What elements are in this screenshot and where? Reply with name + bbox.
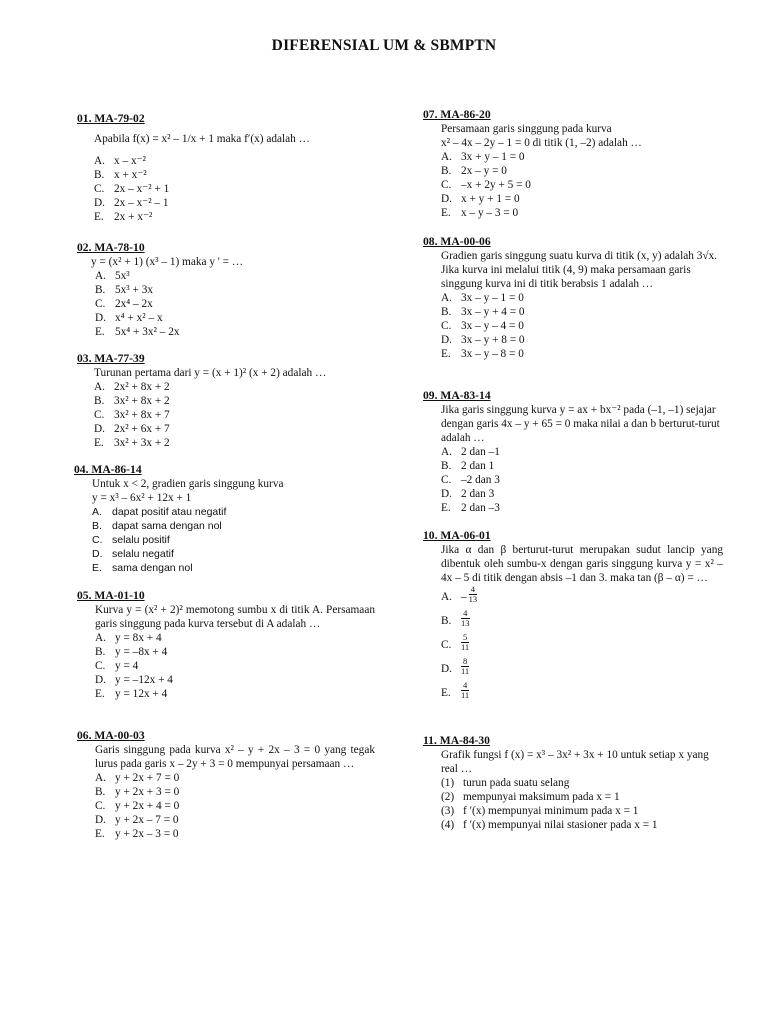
option-e: E. y + 2x – 3 = 0 xyxy=(95,828,179,840)
option-d: D. x + y + 1 = 0 xyxy=(441,193,520,205)
option-c: C. y + 2x + 4 = 0 xyxy=(95,800,180,812)
question-stem: Grafik fungsi f (x) = x³ – 3x² + 3x + 10 untuk setiap x yang real … xyxy=(441,749,709,775)
option-b: B. x + x⁻² xyxy=(94,169,147,181)
option-d: D. 3x – y + 8 = 0 xyxy=(441,334,525,346)
question-stem: Untuk x < 2, gradien garis singgung kurva xyxy=(92,478,284,490)
option-c: C. 3x – y – 4 = 0 xyxy=(441,320,524,332)
question-id: 10. MA-06-01 xyxy=(423,529,491,542)
option-d: D. 2 dan 3 xyxy=(441,488,495,500)
fraction: $\frac{4}{13}$ xyxy=(468,584,478,604)
option-e: E. 2 dan –3 xyxy=(441,502,500,514)
option-b: B. 5x³ + 3x xyxy=(95,284,154,296)
option-c: C. –2 dan 3 xyxy=(441,474,500,486)
question-id: 07. MA-86-20 xyxy=(423,108,491,121)
question-stem: Apabila f(x) = x² – 1/x + 1 maka f′(x) adalah … xyxy=(94,133,310,145)
option-a: A. 3x + y – 1 = 0 xyxy=(441,151,525,163)
option-3: (3) f ′(x) mempunyai minimum pada x = 1 xyxy=(441,805,639,817)
fraction: $\frac{5}{11}$ xyxy=(461,632,470,652)
option-e: E. 5x⁴ + 3x² – 2x xyxy=(95,326,180,338)
option-c: C. y = 4 xyxy=(95,660,139,672)
option-c: C. $\frac{5}{11}$ xyxy=(441,633,723,657)
option-e: E. x – y – 3 = 0 xyxy=(441,207,519,219)
option-b: B. 2 dan 1 xyxy=(441,460,495,472)
question-03 xyxy=(77,352,377,450)
question-id: 03. MA-77-39 xyxy=(77,352,145,365)
fraction: $\frac{8}{11}$ xyxy=(461,656,470,676)
option-e: E. 2x + x⁻² xyxy=(94,211,153,223)
question-05 xyxy=(77,589,377,701)
question-id: 02. MA-78-10 xyxy=(77,241,145,254)
question-id: 08. MA-00-06 xyxy=(423,235,491,248)
option-a: A. y + 2x + 7 = 0 xyxy=(95,772,180,784)
option-c: C. –x + 2y + 5 = 0 xyxy=(441,179,531,191)
question-01 xyxy=(77,112,377,224)
option-c: C. 2x – x⁻² + 1 xyxy=(94,183,170,195)
question-id: 06. MA-00-03 xyxy=(77,729,145,742)
option-a: A. x – x⁻² xyxy=(94,155,146,167)
option-a: A. 5x³ xyxy=(95,270,130,282)
option-e: E. 3x² + 3x + 2 xyxy=(94,437,170,449)
question-stem: y = (x² + 1) (x³ – 1) maka y ' = … xyxy=(91,256,244,268)
option-e: E. y = 12x + 4 xyxy=(95,688,168,700)
option-a: A. 3x – y – 1 = 0 xyxy=(441,292,524,304)
fraction: $\frac{4}{11}$ xyxy=(461,680,470,700)
option-d: D. 2x – x⁻² – 1 xyxy=(94,197,169,209)
option-d: D. selalu negatif xyxy=(92,548,174,560)
option-a: A. dapat positif atau negatif xyxy=(92,506,227,518)
question-stem: Gradien garis singgung suatu kurva di titik (x, y) adalah 3√x. Jika kurva ini melalui titik (4, 9) maka persamaan garis singgung kurva ini di titik berabsis 1 adalah … xyxy=(441,250,718,290)
question-stem: Garis singgung pada kurva x² – y + 2x – 3 = 0 yang tegak lurus pada garis x – 2y + 3 = 0 mempunyai persamaan … xyxy=(95,744,375,770)
question-id: 11. MA-84-30 xyxy=(423,734,490,747)
question-stem: Kurva y = (x² + 2)² memotong sumbu x di titik A. Persamaan garis singgung pada kurva tersebut di A adalah … xyxy=(95,604,375,630)
option-b: B. dapat sama dengan nol xyxy=(92,520,222,532)
option-b: B. $\frac{4}{13}$ xyxy=(441,609,723,633)
fraction: $\frac{4}{13}$ xyxy=(461,608,470,628)
option-b: B. y = –8x + 4 xyxy=(95,646,168,658)
option-a: A. – $\frac{4}{13}$ xyxy=(441,585,723,609)
question-stem-formula: y = x³ – 6x² + 12x + 1 xyxy=(92,492,192,504)
question-04 xyxy=(74,463,374,575)
question-stem: Turunan pertama dari y = (x + 1)² (x + 2) adalah … xyxy=(94,367,327,379)
option-a: A. 2 dan –1 xyxy=(441,446,500,458)
question-stem: Jika garis singgung kurva y = ax + bx⁻² pada (–1, –1) sejajar dengan garis 4x – y + 65 = 0 maka nilai a dan b berturut-turut adalah … xyxy=(441,404,720,444)
question-06 xyxy=(77,729,377,841)
page-title: DIFERENSIAL UM & SBMPTN xyxy=(271,37,497,54)
question-id: 09. MA-83-14 xyxy=(423,389,491,402)
option-4: (4) f ′(x) mempunyai nilai stasioner pada x = 1 xyxy=(441,819,658,831)
option-e: E. $\frac{4}{11}$ xyxy=(441,681,723,705)
option-c: C. 2x⁴ – 2x xyxy=(95,298,153,310)
question-02 xyxy=(77,241,377,339)
option-e: E. sama dengan nol xyxy=(92,562,193,574)
question-id: 05. MA-01-10 xyxy=(77,589,145,602)
option-d: D. x⁴ + x² – x xyxy=(95,312,163,324)
question-09 xyxy=(423,389,723,515)
option-a: A. 2x² + 8x + 2 xyxy=(94,381,170,393)
question-id: 01. MA-79-02 xyxy=(77,112,145,125)
question-stem: Jika α dan β berturut-turut merupakan sudut lancip yang dibentuk oleh sumbu-x dengan garis singgung kurva y = x² – 4x – 5 di titik dengan absis –1 dan 3. maka tan (β – α) = … xyxy=(441,544,723,584)
question-08 xyxy=(423,235,723,361)
question-10 xyxy=(423,529,723,705)
option-a: A. y = 8x + 4 xyxy=(95,632,162,644)
question-11 xyxy=(423,734,723,832)
question-stem-formula: x² – 4x – 2y – 1 = 0 di titik (1, –2) adalah … xyxy=(441,137,642,149)
option-b: B. y + 2x + 3 = 0 xyxy=(95,786,180,798)
option-d: D. y = –12x + 4 xyxy=(95,674,173,686)
option-c: C. selalu positif xyxy=(92,534,170,546)
option-b: B. 3x – y + 4 = 0 xyxy=(441,306,525,318)
option-d: D. $\frac{8}{11}$ xyxy=(441,657,723,681)
option-e: E. 3x – y – 8 = 0 xyxy=(441,348,524,360)
option-b: B. 3x² + 8x + 2 xyxy=(94,395,170,407)
option-b: B. 2x – y = 0 xyxy=(441,165,507,177)
question-stem: Persamaan garis singgung pada kurva xyxy=(441,123,612,135)
question-id: 04. MA-86-14 xyxy=(74,463,142,476)
question-07 xyxy=(423,108,723,220)
option-c: C. 3x² + 8x + 7 xyxy=(94,409,170,421)
option-1: (1) turun pada suatu selang xyxy=(441,777,570,789)
option-d: D. 2x² + 6x + 7 xyxy=(94,423,170,435)
option-d: D. y + 2x – 7 = 0 xyxy=(95,814,179,826)
option-2: (2) mempunyai maksimum pada x = 1 xyxy=(441,791,620,803)
